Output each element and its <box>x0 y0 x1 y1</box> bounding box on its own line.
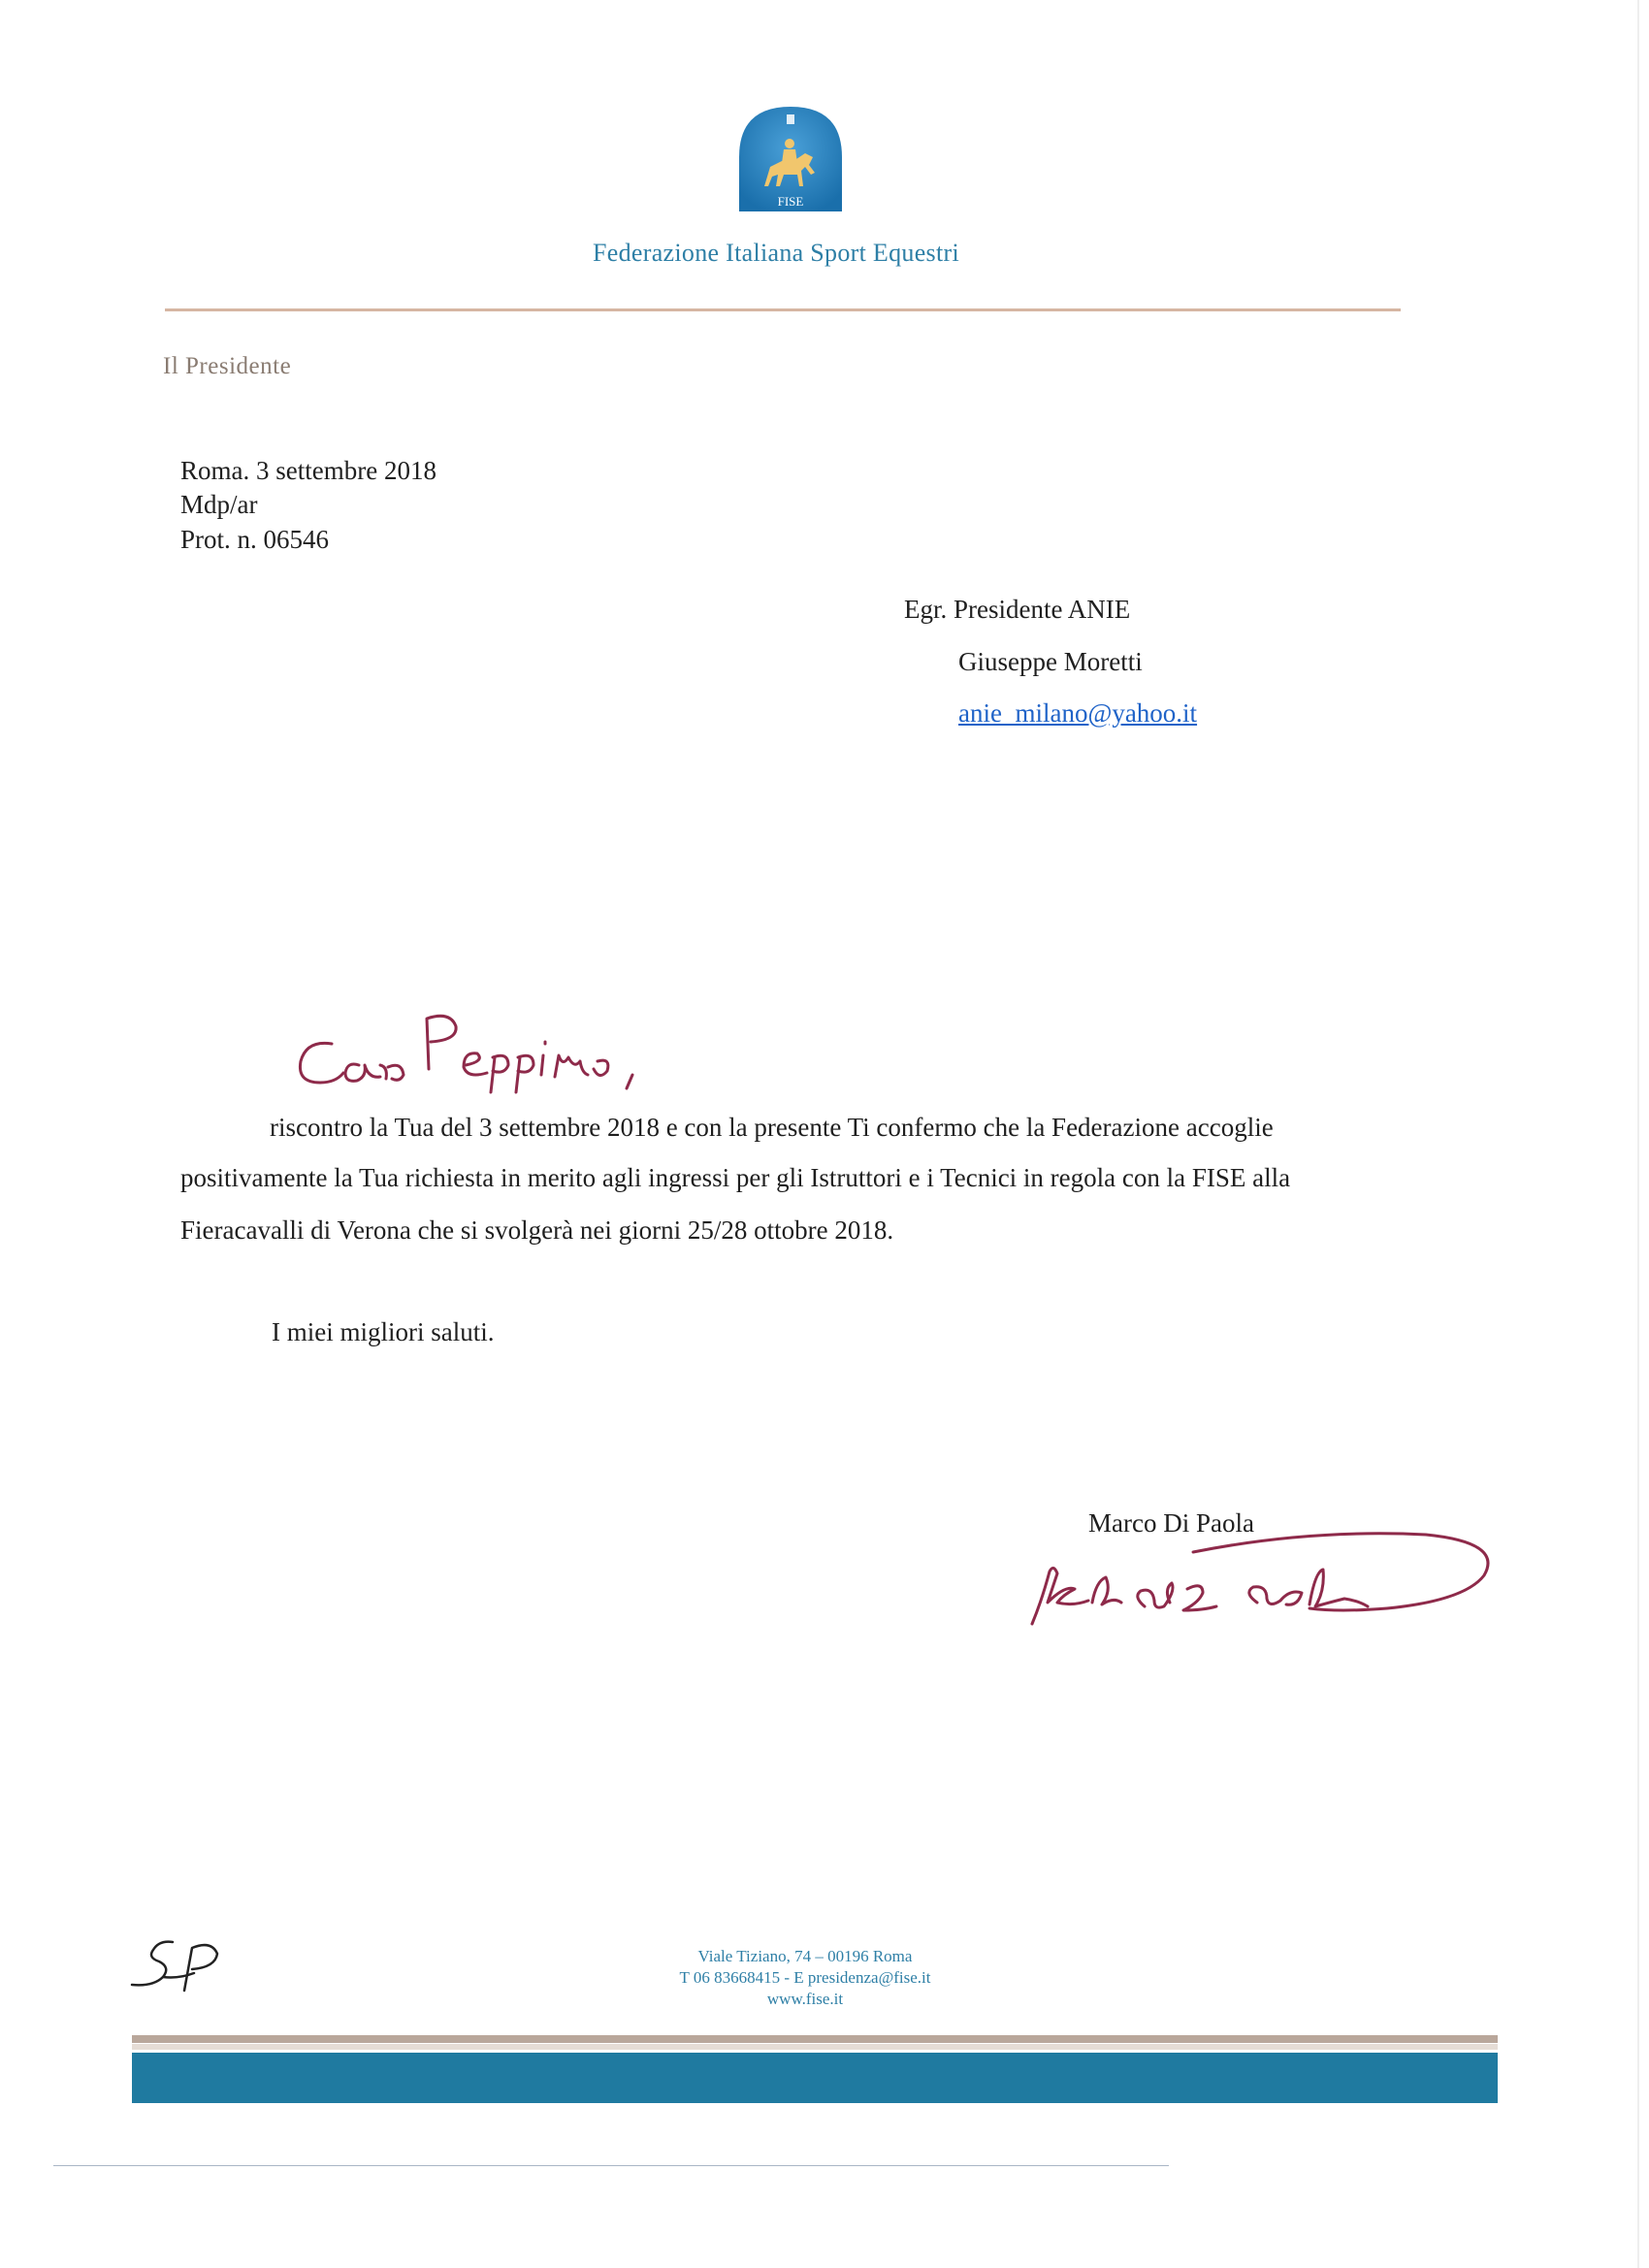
signer-name: Marco Di Paola <box>1088 1508 1254 1538</box>
sender-role: Il Presidente <box>163 353 292 379</box>
footer-divider <box>132 2035 1498 2043</box>
scan-line <box>53 2165 1169 2166</box>
reference-initials: Mdp/ar <box>180 490 258 519</box>
header-divider <box>165 308 1401 311</box>
footer-website[interactable]: www.fise.it <box>766 1990 844 2008</box>
recipient-name: Giuseppe Moretti <box>958 647 1143 676</box>
protocol-number: Prot. n. 06546 <box>180 525 330 554</box>
letter-date: Roma. 3 settembre 2018 <box>180 456 436 485</box>
recipient-title: Egr. Presidente ANIE <box>904 595 1131 624</box>
closing-salutation: I miei migliori saluti. <box>272 1317 495 1346</box>
footer-divider-light <box>132 2044 1498 2050</box>
handwritten-greeting <box>287 997 753 1104</box>
logo-text: FISE <box>777 194 804 209</box>
footer-color-band <box>132 2053 1498 2103</box>
body-line: riscontro la Tua del 3 settembre 2018 e con la presente Ti confermo che la Federazione accoglie <box>270 1113 1274 1142</box>
recipient-email-link[interactable]: anie_milano@yahoo.it <box>958 698 1198 728</box>
fise-logo <box>726 97 856 227</box>
footer-phone-email: T 06 83668415 - E presidenza@fise.it <box>679 1968 931 1987</box>
footer-address: Viale Tiziano, 74 – 00196 Roma <box>697 1947 913 1965</box>
handwritten-signature <box>1018 1513 1504 1639</box>
body-line: Fieracavalli di Verona che si svolgerà nei giorni 25/28 ottobre 2018. <box>180 1215 894 1245</box>
federation-name: Federazione Italiana Sport Equestri <box>593 239 959 267</box>
scan-edge <box>1637 0 1639 2268</box>
footer-contact <box>0 1946 1610 2010</box>
body-line: positivamente la Tua richiesta in merito agli ingressi per gli Istruttori e i Tecnici in regola con la FISE alla <box>180 1163 1291 1192</box>
